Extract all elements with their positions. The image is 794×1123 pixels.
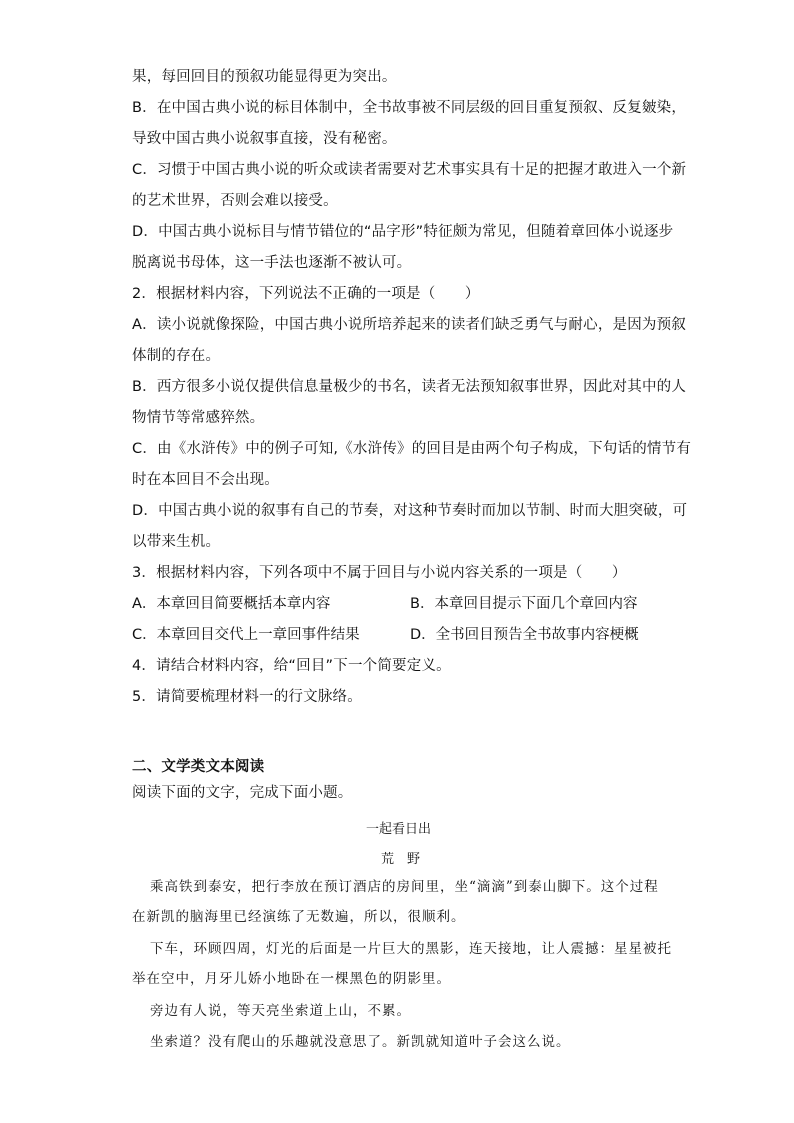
text-line: 的艺术世界，否则会难以接受。 xyxy=(132,193,338,209)
text-line: B．在中国古典小说的标目体制中，全书故事被不同层级的回目重复预叙、反复皴染， xyxy=(132,100,687,116)
story-paragraph: 在新凯的脑海里已经演练了无数遍，所以，很顺利。 xyxy=(132,909,466,925)
text-line: B．西方很多小说仅提供信息量极少的书名，读者无法预知叙事世界，因此对其中的人 xyxy=(132,379,687,395)
story-paragraph: 乘高铁到泰安，把行李放在预订酒店的房间里，坐“滴滴”到泰山脚下。这个过程 xyxy=(150,879,659,895)
text-line: D．中国古典小说的叙事有自己的节奏，对这种节奏时而加以节制、时而大胆突破，可 xyxy=(132,503,688,519)
story-paragraph: 举在空中，月牙儿娇小地卧在一棵黑色的阴影里。 xyxy=(132,971,451,987)
text-line: C．由《水浒传》中的例子可知,《水浒传》的回目是由两个句子构成，下句话的情节有 xyxy=(132,441,692,457)
q3-option-b: B．本章回目提示下面几个章回内容 xyxy=(410,596,638,612)
question-5: 5．请简要梳理材料一的行文脉络。 xyxy=(132,689,362,705)
text-line: 脱离说书母体，这一手法也逐渐不被认可。 xyxy=(132,255,412,271)
section-heading: 二、文学类文本阅读 xyxy=(132,759,265,775)
q3-option-c: C．本章回目交代上一章回事件结果 xyxy=(132,627,360,643)
story-paragraph: 下车，环顾四周，灯光的后面是一片巨大的黑影，连天接地，让人震撼：星星被托 xyxy=(150,941,672,957)
question-4: 4．请结合材料内容，给“回目”下一个简要定义。 xyxy=(132,658,451,674)
text-line: D．中国古典小说标目与情节错位的“品字形”特征颇为常见，但随着章回体小说逐步 xyxy=(132,224,674,240)
text-line: A．读小说就像探险，中国古典小说所培养起来的读者们缺乏勇气与耐心，是因为预叙 xyxy=(132,317,687,333)
story-title: 一起看日出 xyxy=(366,822,432,837)
text-line: 物情节等常感猝然。 xyxy=(132,410,265,426)
text-line: 体制的存在。 xyxy=(132,348,221,364)
question-2: 2．根据材料内容，下列说法不正确的一项是（ ） xyxy=(132,286,480,302)
q3-option-d: D．全书回目预告全书故事内容梗概 xyxy=(410,627,639,643)
story-paragraph: 旁边有人说，等天亮坐索道上山，不累。 xyxy=(150,1003,411,1019)
story-author: 荒 野 xyxy=(381,852,421,867)
text-line: 导致中国古典小说叙事直接，没有秘密。 xyxy=(132,131,397,147)
text-line: C．习惯于中国古典小说的听众或读者需要对艺术事实具有十足的把握才敢进入一个新 xyxy=(132,162,687,178)
story-paragraph: 坐索道？没有爬山的乐趣就没意思了。新凯就知道叶子会这么说。 xyxy=(150,1034,571,1050)
instruction-text: 阅读下面的文字，完成下面小题。 xyxy=(132,785,353,801)
question-3: 3．根据材料内容，下列各项中不属于回目与小说内容关系的一项是（ ） xyxy=(132,565,627,581)
text-line: 果，每回回目的预叙功能显得更为突出。 xyxy=(132,69,397,85)
text-line: 以带来生机。 xyxy=(132,534,221,550)
q3-option-a: A．本章回目简要概括本章内容 xyxy=(132,596,331,612)
text-line: 时在本回目不会出现。 xyxy=(132,472,279,488)
